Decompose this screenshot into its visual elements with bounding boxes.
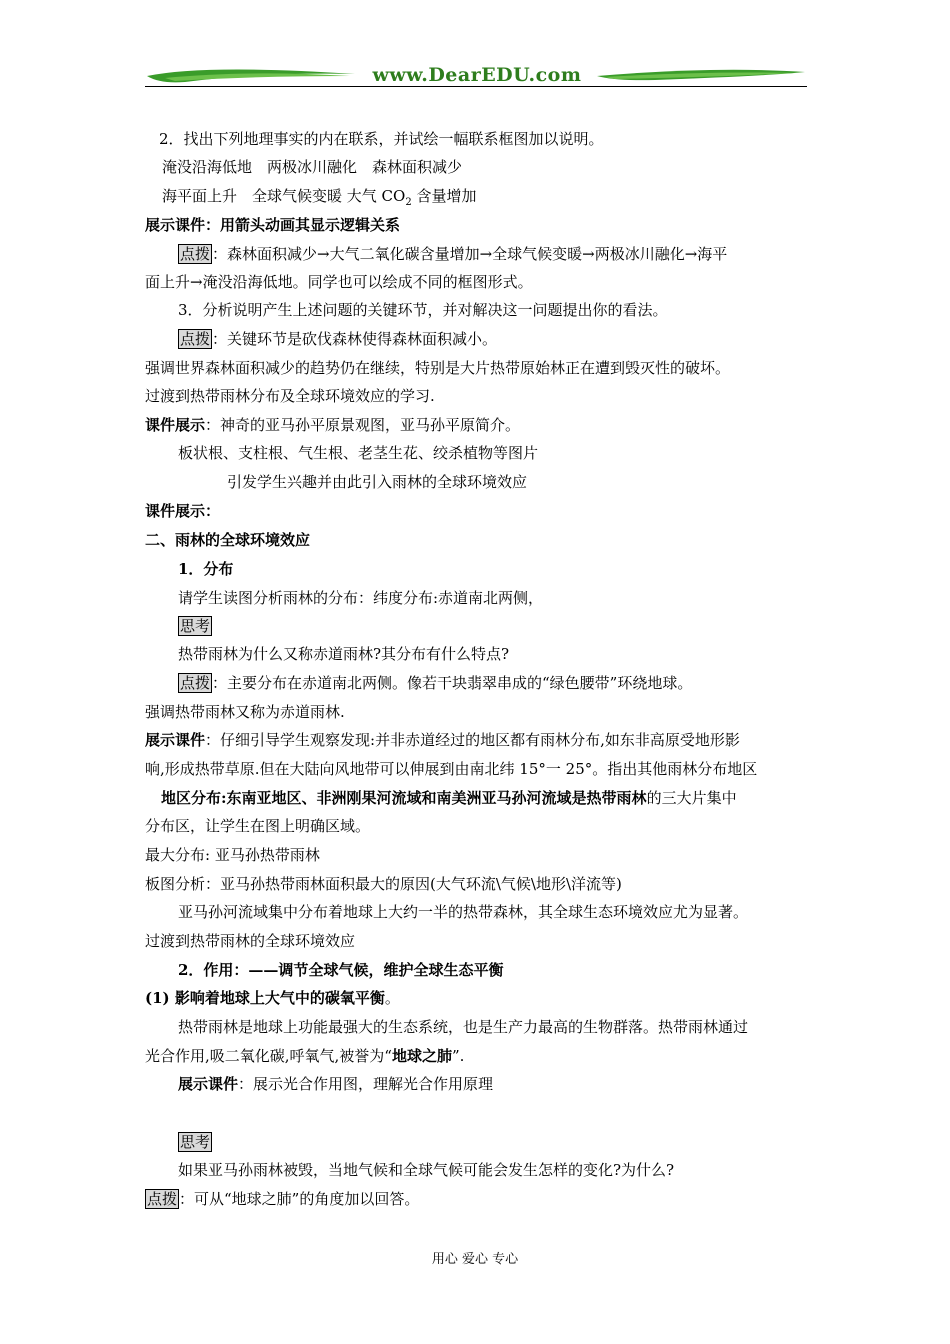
hint-tag: 点拨 [180,674,211,692]
subheading-distribution: 1．分布 [178,560,234,578]
site-logo-text: www.DearEDU.com [372,64,582,86]
fact-list-1: 淹没沿海低地 两极冰川融化 森林面积减少 [162,158,463,176]
intro-line: 引发学生兴趣并由此引入雨林的全球环境效应 [227,473,528,491]
reading-task: 请学生读图分析雨林的分布：纬度分布:赤道南北两侧， [178,589,544,607]
distribution-areas: 地区分布:东南亚地区、非洲刚果河流域和南美洲亚马孙河流域是热带雨林的三大片集中 [161,789,737,807]
think-question-2: 如果亚马孙雨林被毁，当地气候和全球气候可能会发生怎样的变化?为什么? [178,1161,675,1179]
hint-1-cont: 面上升→淹没沿海低地。同学也可以绘成不同的框图形式。 [145,273,533,291]
think-tag: 思考 [180,1133,211,1151]
courseware-note-1: 展示课件：用箭头动画其显示逻辑关系 [145,216,401,234]
hint-4: 点拨 ：可从“地球之肺”的角度加以回答。 [147,1190,420,1208]
page-header [145,62,807,92]
distribution-areas-cont: 分布区，让学生在图上明确区域。 [145,817,371,835]
think-question-1: 热带雨林为什么又称赤道雨林?其分布有什么特点? [178,645,510,663]
courseware-note-5: 展示课件：展示光合作用图，理解光合作用原理 [178,1075,494,1093]
courseware-note-4-cont: 响,形成热带草原.但在大陆向风地带可以伸展到由南北纬 15°一 25°。指出其他雨林分布地区 [145,760,758,778]
amazon-note: 亚马孙河流域集中分布着地球上大约一半的热带森林，其全球生态环境效应尤为显著。 [178,903,749,921]
courseware-note-4: 展示课件：仔细引导学生观察发现:并非赤道经过的地区都有雨林分布,如东非高原受地形影 [145,731,740,749]
page-footer: 用心 爱心 专心 [431,1252,519,1267]
emphasis-2: 强调热带雨林又称为赤道雨林. [145,703,345,721]
transition-1: 过渡到热带雨林分布及全球环境效应的学习. [145,387,435,405]
think-tag-1 [178,616,212,636]
section-heading-2: 二、雨林的全球环境效应 [145,531,311,549]
question-3: 3．分析说明产生上述问题的关键环节，并对解决这一问题提出你的看法。 [178,301,668,319]
courseware-note-3: 课件展示： [145,502,221,520]
board-analysis: 板图分析：亚马孙热带雨林面积最大的原因(大气环流\气候\地形\洋流等) [145,875,622,893]
rainforest-paragraph: 热带雨林是地球上功能最强大的生态系统，也是生产力最高的生物群落。热带雨林通过 [178,1018,749,1036]
subheading-function: 2．作用：——调节全球气候，维护全球生态平衡 [178,961,504,979]
think-tag-2 [178,1132,212,1152]
root-types: 板状根、支柱根、气生根、老茎生花、绞杀植物等图片 [178,444,539,462]
transition-2: 过渡到热带雨林的全球环境效应 [145,932,356,950]
courseware-note-2: 课件展示：神奇的亚马孙平原景观图，亚马孙平原简介。 [145,416,521,434]
fact-list-2: 海平面上升 全球气候变暖 大气 $CO_2$ 含量增加 [162,187,477,208]
hint-1: 点拨 ：森林面积减少→大气二氧化碳含量增加→全球气候变暖→两极冰川融化→海平 [180,245,728,263]
header-rule [145,86,807,87]
hint-tag: 点拨 [147,1190,178,1208]
largest-distribution: 最大分布: 亚马孙热带雨林 [145,846,320,864]
hint-3: 点拨 ：主要分布在赤道南北两侧。像若干块翡翠串成的“绿色腰带”环绕地球。 [180,674,693,692]
emphasis-1: 强调世界森林面积减少的趋势仍在继续，特别是大片热带原始林正在遭到毁灭性的破坏。 [145,359,731,377]
hint-tag: 点拨 [180,245,211,263]
question-2: 2．找出下列地理事实的内在联系，并试绘一幅联系框图加以说明。 [159,130,604,148]
rainforest-paragraph-cont: 光合作用,吸二氧化碳,呼氧气,被誉为“地球之肺”. [145,1047,465,1065]
point-1: (1) 影响着地球上大气中的碳氧平衡。 [145,989,400,1007]
hint-tag: 点拨 [180,330,211,348]
think-tag: 思考 [180,617,211,635]
hint-2: 点拨 ：关键环节是砍伐森林使得森林面积减小。 [180,330,498,348]
